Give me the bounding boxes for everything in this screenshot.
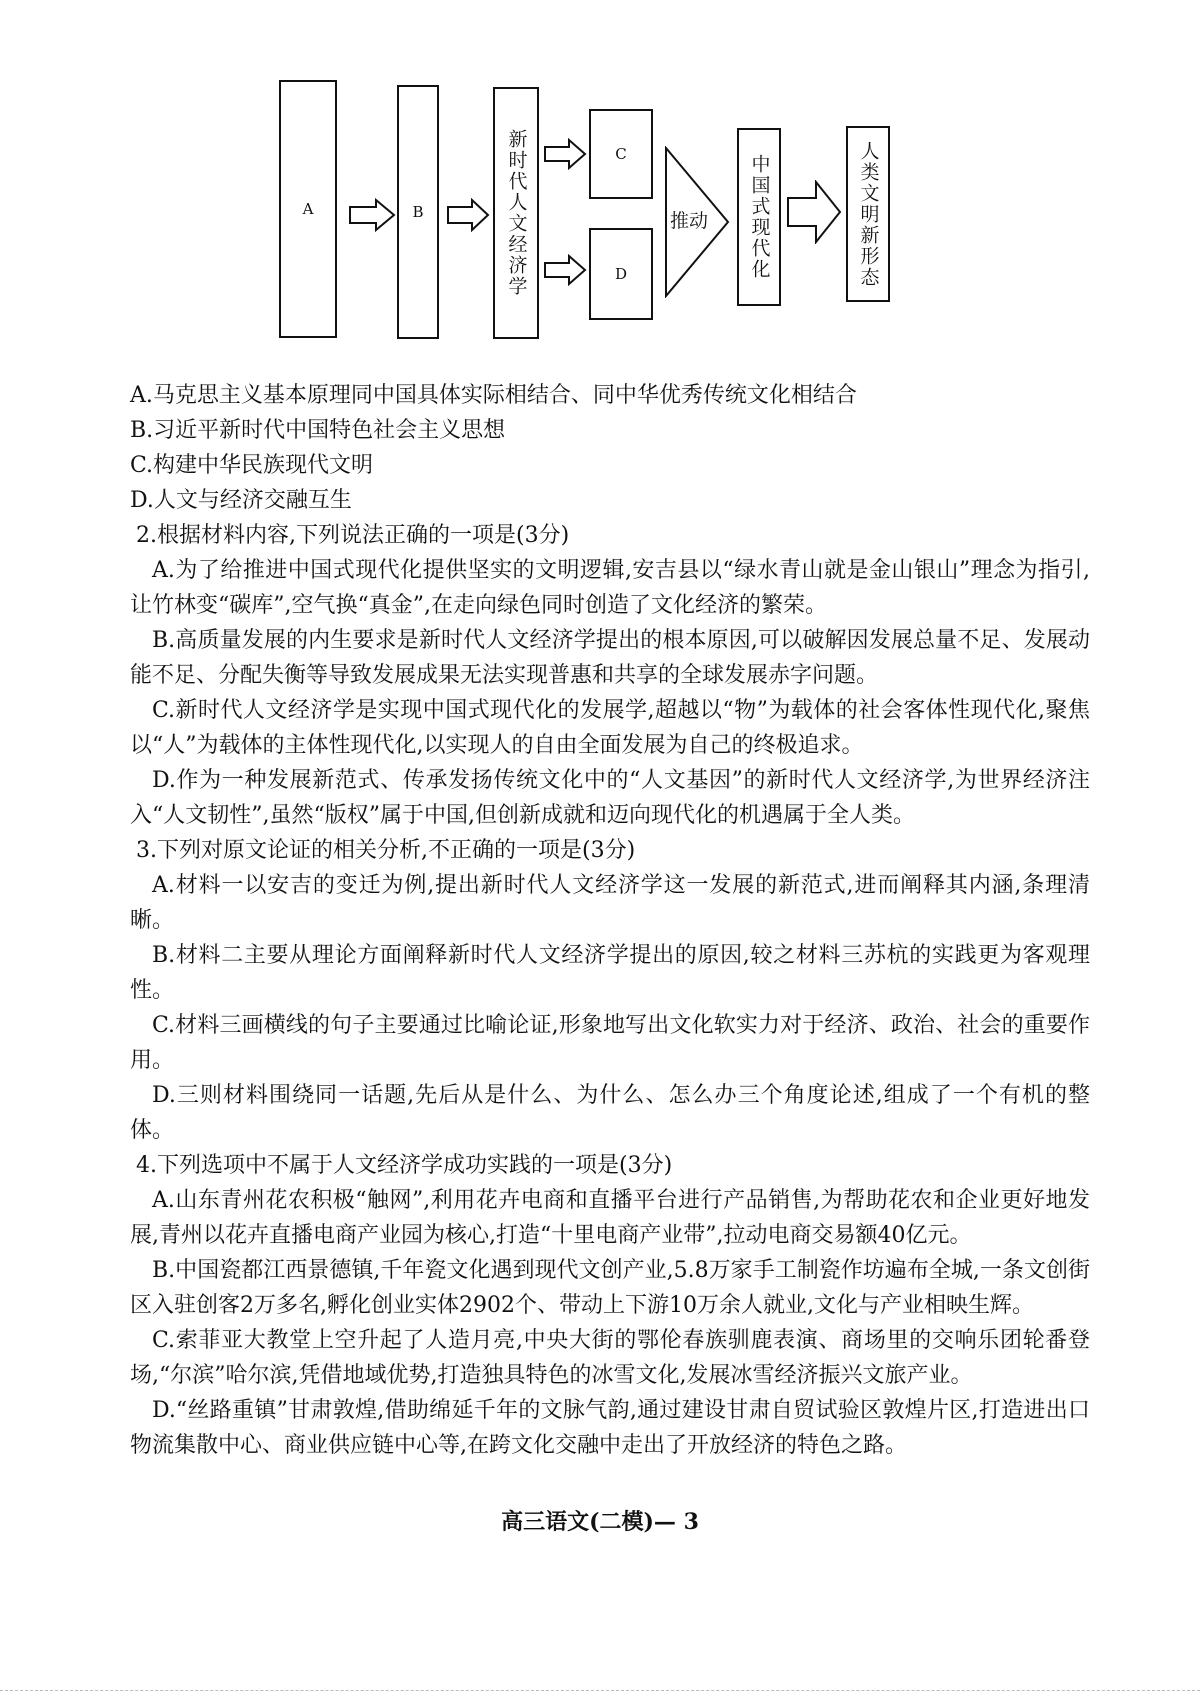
q2-option-c: C.新时代人文经济学是实现中国式现代化的发展学,超越以“物”为载体的社会客体性现代化,聚焦以“人”为载体的主体性现代化,以实现人的自由全面发展为自己的终极追求。 [130,698,1090,758]
diagram-box-civilization [846,126,890,302]
diagram-box-a [279,80,337,338]
diagram-box-modernization [737,128,781,306]
q4-option-c: C.索菲亚大教堂上空升起了人造月亮,中央大街的鄂伦春族驯鹿表演、商场里的交响乐团轮番登场,“尔滨”哈尔滨,凭借地域优势,打造独具特色的冰雪文化,发展冰雪经济振兴文旅产业。 [130,1328,1090,1388]
diagram-box-d [589,228,653,320]
q4-option-d: D.“丝路重镇”甘肃敦煌,借助绵延千年的文脉气韵,通过建设甘肃自贸试验区敦煌片区,打造进出口物流集散中心、商业供应链中心等,在跨文化交融中走出了开放经济的特色之路。 [130,1398,1090,1458]
arrow-to-civilization [786,180,842,244]
question-content [130,378,1090,1463]
q4-option-b: B.中国瓷都江西景德镇,千年瓷文化遇到现代文创产业,5.8万家手工制瓷作坊遍布全城,一条文创街区入驻创客2万多名,孵化创业实体2902个、带动上下游10万余人就业,文化与产业相映生辉。 [130,1258,1090,1318]
concept-diagram [0,0,1200,380]
box-c-label: C [615,145,627,163]
q2-option-b: B.高质量发展的内生要求是新时代人文经济学提出的根本原因,可以破解因发展总量不足、发展动能不足、分配失衡等导致发展成果无法实现普惠和共享的全球发展赤字问题。 [130,628,1090,688]
q3-option-b: B.材料二主要从理论方面阐释新时代人文经济学提出的原因,较之材料三苏杭的实践更为客观理性。 [130,943,1090,1003]
page-footer: 高三语文(二模)— 3 [501,1509,699,1535]
bottom-divider [0,1690,1200,1692]
q4-stem: 4.下列选项中不属于人文经济学成功实践的一项是(3分) [136,1153,673,1178]
push-label: 推动 [670,210,709,232]
box-b-label: B [412,203,424,221]
q3-option-d: D.三则材料围绕同一话题,先后从是什么、为什么、怎么办三个角度论述,组成了一个有机的整体。 [130,1083,1090,1143]
q1-option-a: A.马克思主义基本原理同中国具体实际相结合、同中华优秀传统文化相结合 [130,383,857,408]
q1-option-b: B.习近平新时代中国特色社会主义思想 [130,418,506,443]
q1-option-d: D.人文与经济交融互生 [130,488,352,513]
q2-option-d: D.作为一种发展新范式、传承发扬传统文化中的“人文基因”的新时代人文经济学,为世界经济注入“人文韧性”,虽然“版权”属于中国,但创新成就和迈向现代化的机遇属于全人类。 [130,768,1090,828]
box-center-label: 新时代人文经济学 [505,129,528,297]
diagram-box-b [397,85,439,339]
q3-stem: 3.下列对原文论证的相关分析,不正确的一项是(3分) [136,838,636,863]
diagram-box-c [589,109,653,199]
box-d-label: D [614,265,628,283]
diagram-box-center [493,87,539,339]
arrow-b-to-center [446,198,490,232]
arrow-a-to-b [348,198,396,232]
q2-stem: 2.根据材料内容,下列说法正确的一项是(3分) [136,523,570,548]
q3-option-a: A.材料一以安吉的变迁为例,提出新时代人文经济学这一发展的新范式,进而阐释其内涵,条理清晰。 [130,873,1090,933]
box-a-label: A [302,200,314,218]
q2-option-a: A.为了给推进中国式现代化提供坚实的文明逻辑,安吉县以“绿水青山就是金山银山”理念为指引,让竹林变“碳库”,空气换“真金”,在走向绿色同时创造了文化经济的繁荣。 [130,558,1090,618]
q4-option-a: A.山东青州花农积极“触网”,利用花卉电商和直播平台进行产品销售,为帮助花农和企业更好地发展,青州以花卉直播电商产业园为核心,打造“十里电商产业带”,拉动电商交易额40亿元。 [130,1188,1090,1248]
box-modernization-label: 中国式现代化 [748,154,771,280]
q1-option-c: C.构建中华民族现代文明 [130,453,374,478]
box-civilization-label: 人类文明新形态 [857,140,880,288]
arrow-center-to-c [543,138,587,170]
q3-option-c: C.材料三画横线的句子主要通过比喻论证,形象地写出文化软实力对于经济、政治、社会的重要作用。 [130,1013,1090,1073]
arrow-center-to-d [543,254,587,286]
